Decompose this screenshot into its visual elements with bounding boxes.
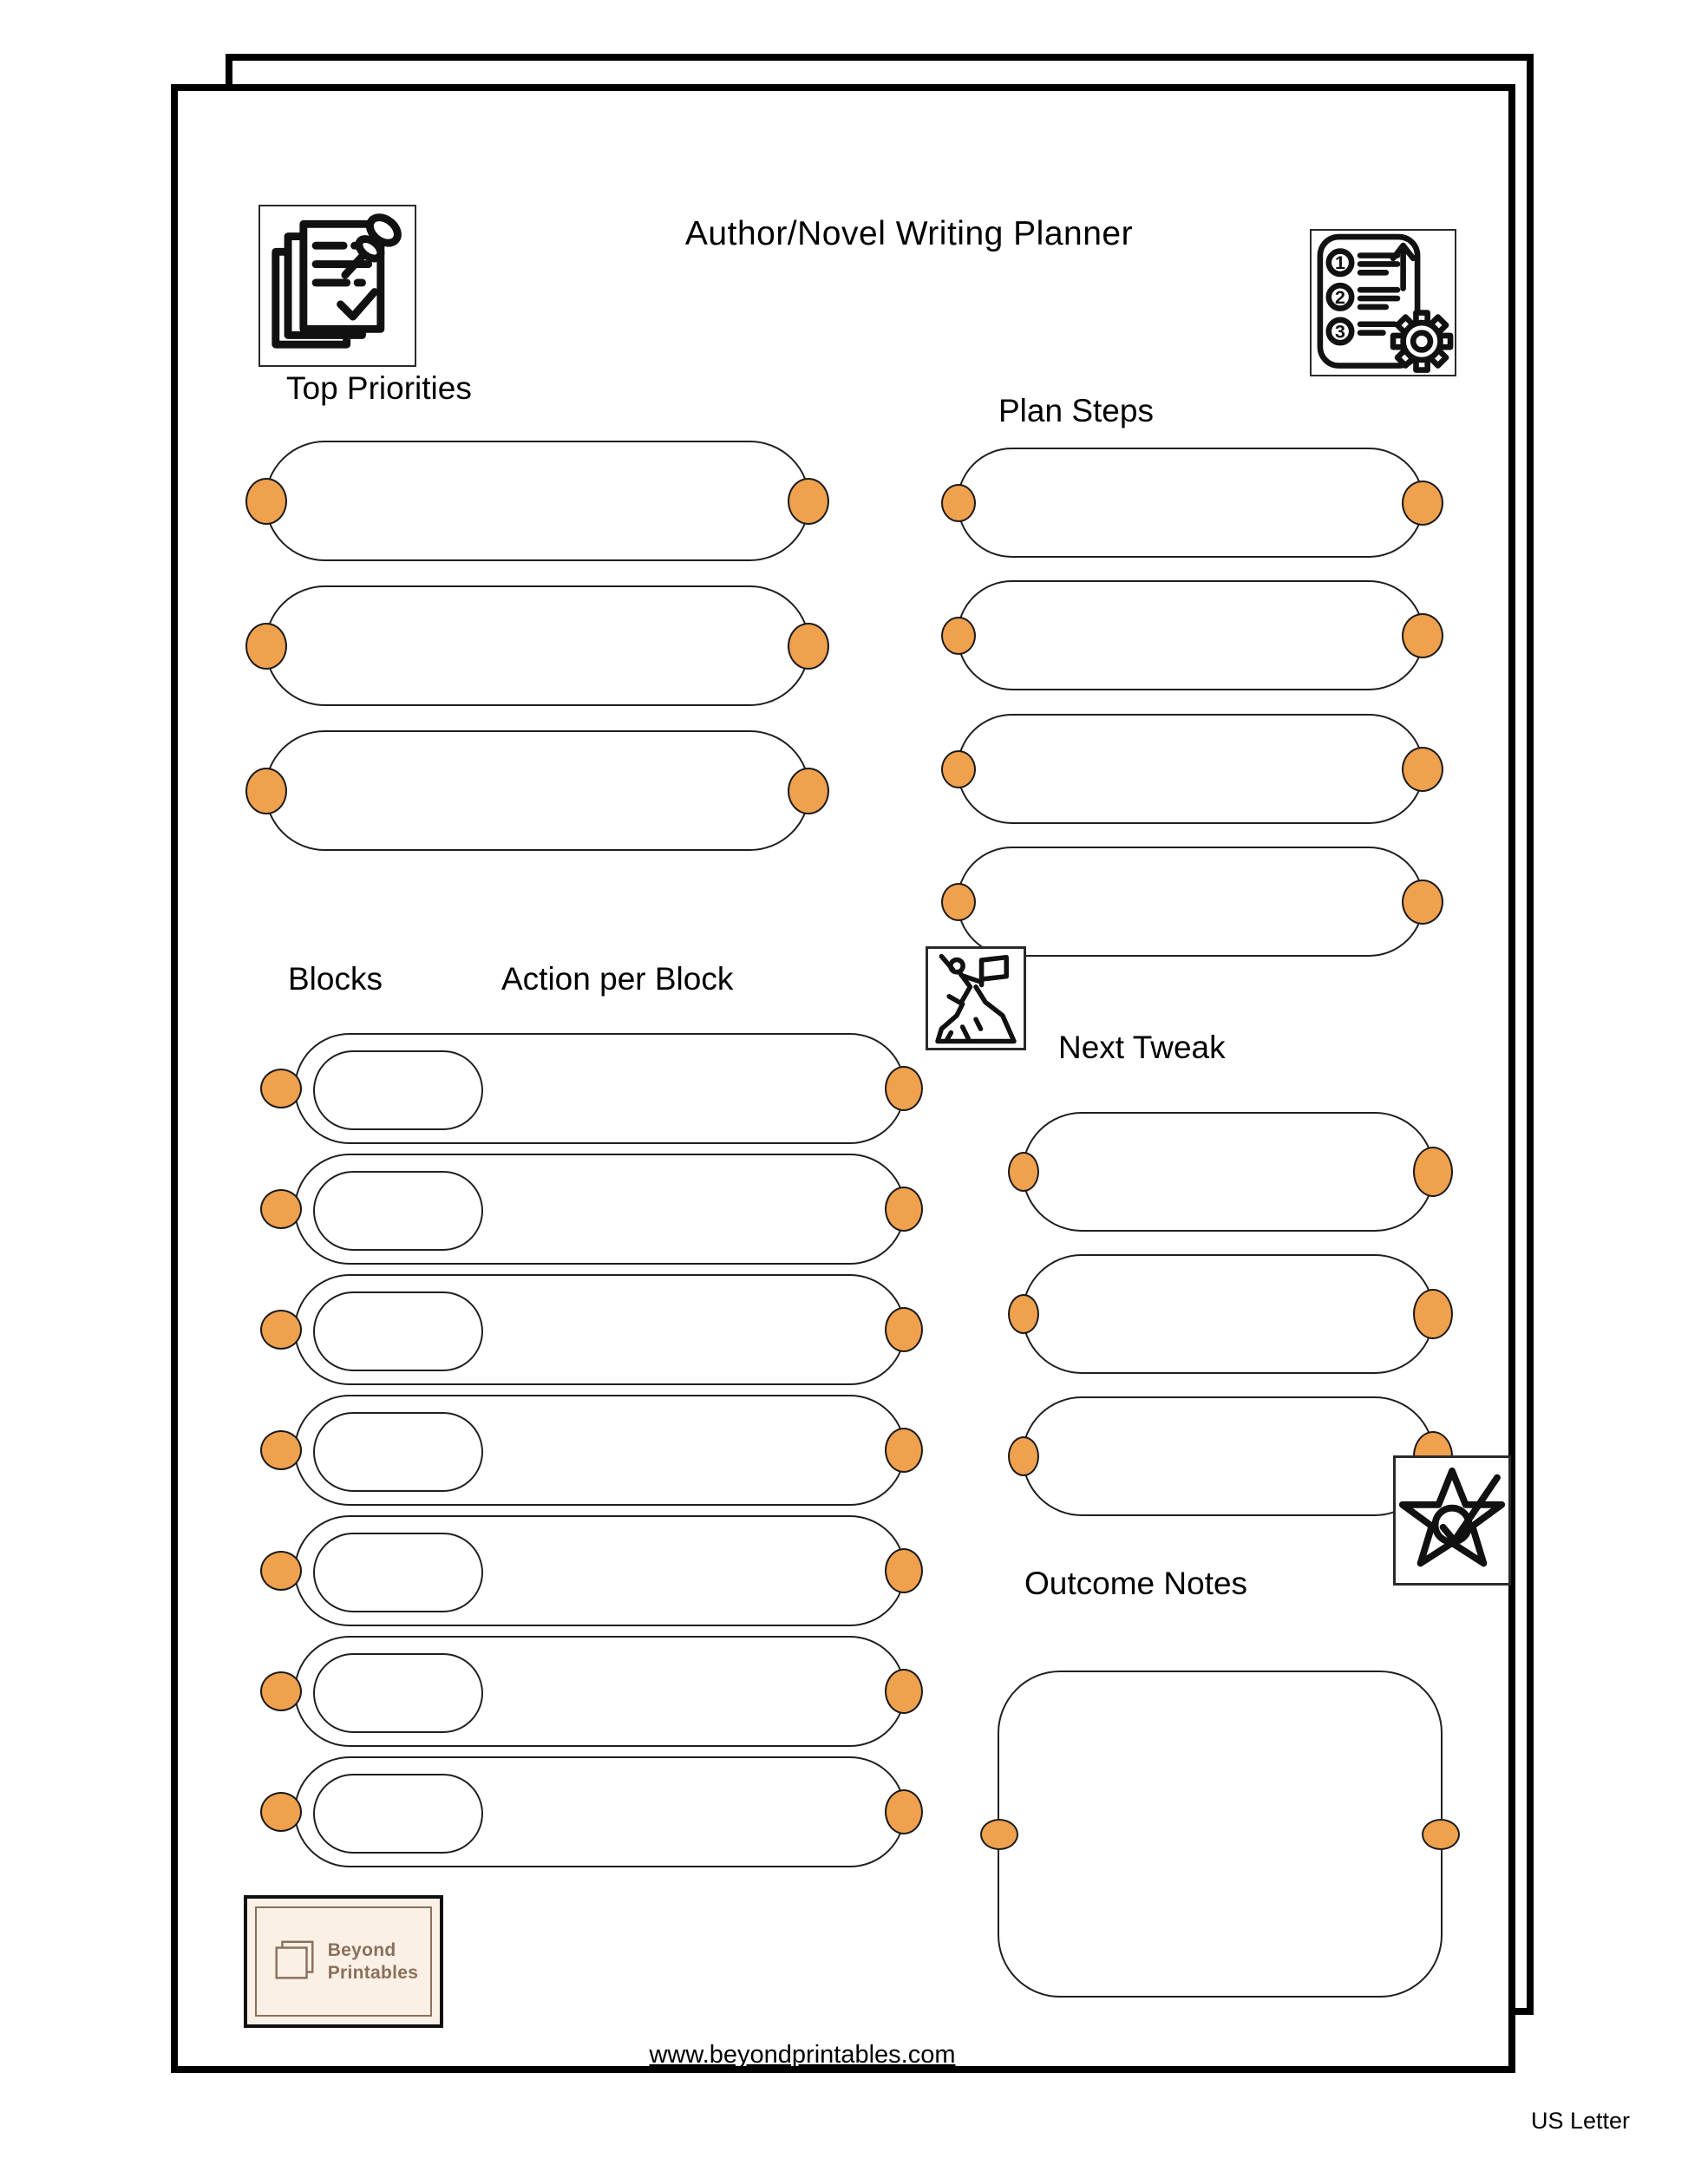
block-field[interactable] bbox=[313, 1533, 483, 1612]
connector-dot-right bbox=[885, 1187, 923, 1232]
connector-dot-left bbox=[941, 750, 976, 788]
connector-dot-right bbox=[788, 478, 829, 525]
svg-text:1: 1 bbox=[1335, 252, 1345, 274]
pinned-notes-icon bbox=[258, 205, 416, 367]
connector-dot-left bbox=[260, 1310, 302, 1350]
section-label-action-per-block: Action per Block bbox=[501, 961, 734, 997]
next-tweak-field[interactable] bbox=[1022, 1396, 1435, 1516]
connector-dot-left bbox=[941, 617, 976, 655]
top-priority-field[interactable] bbox=[265, 730, 810, 851]
connector-dot-right bbox=[1402, 613, 1443, 658]
block-field[interactable] bbox=[313, 1171, 483, 1251]
connector-dot-left bbox=[1008, 1294, 1039, 1334]
logo-line-2: Printables bbox=[327, 1962, 419, 1983]
connector-dot-right bbox=[885, 1066, 923, 1111]
connector-dot-right bbox=[788, 623, 829, 670]
mountain-flag-icon bbox=[926, 946, 1026, 1050]
section-label-outcome-notes: Outcome Notes bbox=[1024, 1566, 1248, 1601]
connector-dot-left bbox=[245, 623, 287, 670]
connector-dot-left bbox=[980, 1819, 1018, 1850]
planner-page bbox=[171, 84, 1515, 2073]
connector-dot-left bbox=[260, 1189, 302, 1229]
block-field[interactable] bbox=[313, 1653, 483, 1733]
block-action-field[interactable] bbox=[294, 1274, 906, 1385]
top-priority-field[interactable] bbox=[265, 441, 810, 561]
connector-dot-left bbox=[941, 883, 976, 921]
beyond-printables-logo bbox=[244, 1895, 443, 2028]
plan-step-field[interactable] bbox=[957, 580, 1424, 690]
connector-dot-right bbox=[1422, 1819, 1460, 1850]
connector-dot-right bbox=[885, 1548, 923, 1593]
numbered-steps-gear-icon bbox=[1310, 229, 1456, 376]
block-field[interactable] bbox=[313, 1291, 483, 1371]
svg-text:3: 3 bbox=[1335, 321, 1345, 343]
connector-dot-right bbox=[1413, 1289, 1453, 1339]
website-link[interactable]: www.beyondprintables.com bbox=[649, 2041, 956, 2069]
connector-dot-right bbox=[1402, 481, 1443, 526]
connector-dot-right bbox=[788, 768, 829, 814]
connector-dot-left bbox=[941, 484, 976, 522]
top-priority-field[interactable] bbox=[265, 585, 810, 706]
connector-dot-left bbox=[245, 478, 287, 525]
connector-dot-right bbox=[1402, 879, 1443, 925]
paper-size-label: US Letter bbox=[1531, 2108, 1631, 2134]
connector-dot-left bbox=[260, 1069, 302, 1108]
block-action-field[interactable] bbox=[294, 1033, 906, 1144]
plan-step-field[interactable] bbox=[957, 714, 1424, 824]
plan-step-field[interactable] bbox=[957, 448, 1424, 558]
section-label-top-priorities: Top Priorities bbox=[286, 370, 472, 406]
next-tweak-field[interactable] bbox=[1022, 1112, 1435, 1232]
block-action-field[interactable] bbox=[294, 1395, 906, 1506]
block-field[interactable] bbox=[313, 1050, 483, 1130]
section-label-plan-steps: Plan Steps bbox=[998, 393, 1154, 428]
connector-dot-left bbox=[245, 768, 287, 814]
block-action-field[interactable] bbox=[294, 1756, 906, 1867]
next-tweak-field[interactable] bbox=[1022, 1254, 1435, 1374]
connector-dot-left bbox=[260, 1430, 302, 1470]
logo-wordmark bbox=[328, 1939, 419, 1983]
connector-dot-right bbox=[1413, 1147, 1453, 1197]
outcome-notes-field[interactable] bbox=[998, 1671, 1443, 1998]
block-action-field[interactable] bbox=[294, 1515, 906, 1626]
star-check-icon bbox=[1393, 1455, 1511, 1586]
logo-line-1: Beyond bbox=[327, 1940, 396, 1961]
connector-dot-right bbox=[885, 1307, 923, 1352]
connector-dot-left bbox=[1008, 1152, 1039, 1192]
block-action-field[interactable] bbox=[294, 1636, 906, 1747]
section-label-blocks: Blocks bbox=[288, 961, 383, 997]
plan-step-field[interactable] bbox=[957, 847, 1424, 957]
connector-dot-right bbox=[885, 1669, 923, 1714]
connector-dot-right bbox=[885, 1428, 923, 1473]
section-label-next-tweak: Next Tweak bbox=[1058, 1030, 1226, 1065]
connector-dot-left bbox=[260, 1671, 302, 1711]
block-field[interactable] bbox=[313, 1412, 483, 1492]
logo-frame bbox=[255, 1906, 432, 2017]
page-title: Author/Novel Writing Planner bbox=[684, 215, 1134, 252]
block-field[interactable] bbox=[313, 1774, 483, 1854]
connector-dot-left bbox=[260, 1792, 302, 1832]
block-action-field[interactable] bbox=[294, 1154, 906, 1265]
connector-dot-right bbox=[1402, 747, 1443, 792]
connector-dot-left bbox=[1008, 1436, 1039, 1476]
svg-text:2: 2 bbox=[1335, 286, 1345, 308]
connector-dot-left bbox=[260, 1551, 302, 1591]
connector-dot-right bbox=[885, 1789, 923, 1834]
stacked-pages-icon bbox=[269, 1937, 319, 1987]
